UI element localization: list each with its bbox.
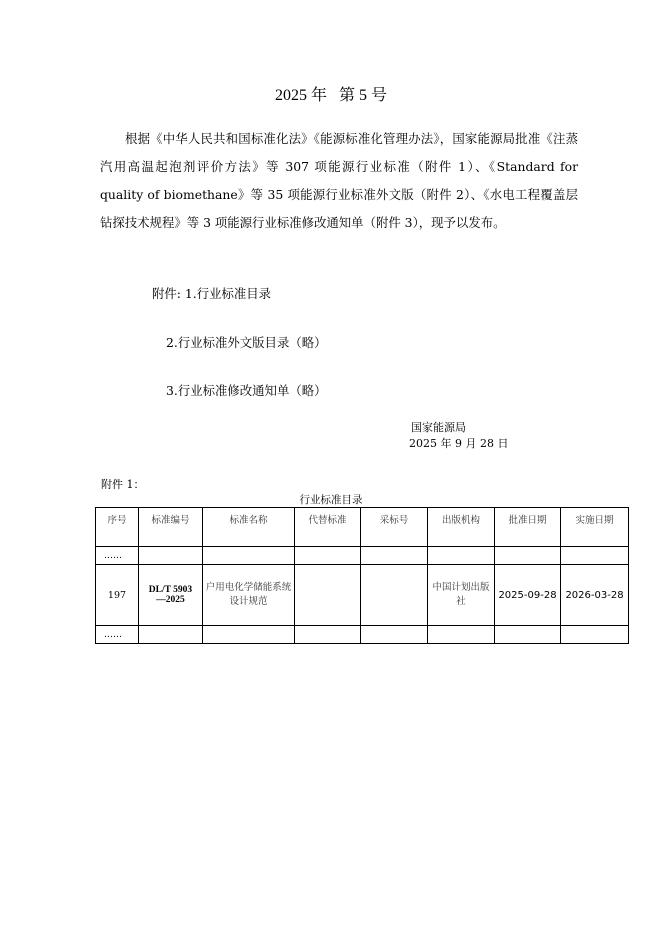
ellipsis-cell: …… [96,547,139,565]
attachment-line-1: 附件: 1.行业标准目录 [152,286,272,301]
code-line-1: DL/T 5903 [148,585,193,595]
ellipsis-cell: …… [96,626,139,644]
announcement-title [0,82,662,105]
cell-code [139,565,203,626]
header-code: 标准编号 [139,508,203,547]
header-name: 标准名称 [203,508,295,547]
attachment-line-2: 2.行业标准外文版目录（略） [166,335,327,350]
table-caption: 行业标准目录 [299,494,363,506]
header-publisher: 出版机构 [428,508,495,547]
header-seq: 序号 [96,508,139,547]
table-header-row [96,508,629,547]
cell-effective-date: 2026-03-28 [561,565,629,626]
cell-adopted [361,565,428,626]
announcement-body: 根据《中华人民共和国标准化法》《能源标准化管理办法》，国家能源局批准《注蒸汽用高温起泡剂评价方法》等 307 项能源行业标准（附件 1）、《Standard for quality of biomethane》等 35 项能源行业标准外文版（附件 2）、《水电工程覆盖层钻探技术规程》等 3 项能源行业标准修改通知单（附件 3），现予以发布。 [100,131,578,230]
table-row [96,565,629,626]
cell-seq: 197 [96,565,139,626]
signature-org: 国家能源局 [411,421,466,434]
table-ellipsis-row [96,626,629,644]
number-label: 第 5 号 [339,87,388,104]
code-line-2: —2025 [156,595,185,605]
cell-name: 户用电化学储能系统设计规范 [203,565,295,626]
attachment-line-3: 3.行业标准修改通知单（略） [166,383,327,398]
standards-table [95,507,629,644]
header-adopted: 采标号 [361,508,428,547]
cell-replaces [295,565,361,626]
year-label: 2025 年 [274,87,327,104]
header-effective-date: 实施日期 [561,508,629,547]
signature-date: 2025 年 9 月 28 日 [409,437,509,450]
cell-publisher: 中国计划出版社 [428,565,495,626]
appendix-label: 附件 1： [101,478,145,491]
header-replaces: 代替标准 [295,508,361,547]
cell-approve-date: 2025-09-28 [495,565,561,626]
header-approve-date: 批准日期 [495,508,561,547]
table-ellipsis-row [96,547,629,565]
